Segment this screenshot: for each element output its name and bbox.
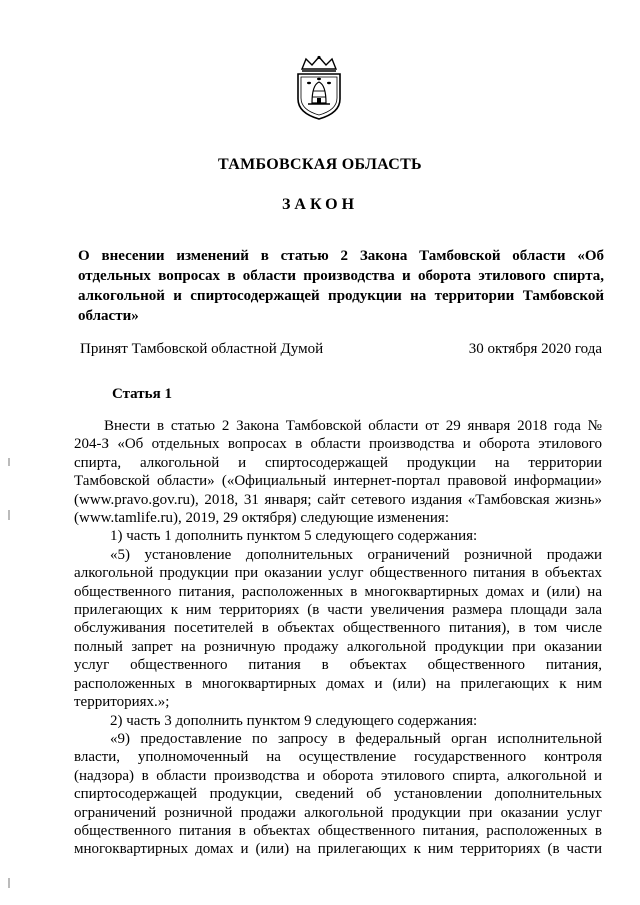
body-line: общественного питания, расположенных в многоквартирных домах и (или) на: [74, 583, 602, 600]
adopted-by: Принят Тамбовской областной Думой: [80, 341, 324, 357]
article-heading: Статья 1: [112, 386, 172, 402]
body-line: ограничений розничной продажи алкогольной продукции при оказании услуг: [74, 804, 602, 821]
region-name: ТАМБОВСКАЯ ОБЛАСТЬ: [218, 156, 422, 173]
body-line: многоквартирных домах и (или) на прилегающих к ним территориях (в части: [74, 841, 602, 858]
scan-margin-mark: [8, 878, 10, 888]
body-line: территориях.»;: [74, 694, 170, 711]
tambov-coat-of-arms-icon: [292, 55, 346, 121]
title-line: алкогольной и спиртосодержащей продукции на территории Тамбовской: [78, 288, 604, 304]
body-line: 1) часть 1 дополнить пунктом 5 следующего содержания:: [110, 528, 478, 545]
body-line: 204-З «Об отдельных вопросах в области производства и оборота этилового: [74, 436, 602, 453]
body-line: Внести в статью 2 Закона Тамбовской области от 29 января 2018 года №: [104, 418, 602, 434]
document-type: ЗАКОН: [281, 196, 359, 213]
body-line: власти, уполномоченный на осуществление государственного контроля: [74, 749, 602, 766]
scan-margin-mark: [8, 510, 10, 520]
body-line: полный запрет на розничную продажу алкогольной продукции при оказании: [74, 638, 602, 655]
body-line: (www.tamlife.ru), 2019, 29 октября) следующие изменения:: [74, 510, 449, 527]
body-line: спиртосодержащей продукции, сведений об установлении дополнительных: [74, 786, 602, 803]
body-line: спирта, алкогольной и спиртосодержащей продукции на территории: [74, 454, 602, 471]
article-body: [74, 417, 602, 859]
body-line: общественного питания в объектах общественного питания, расположенных в: [74, 822, 602, 839]
body-line: обслуживания посетителей в объектах общественного питания), в том числе: [74, 620, 602, 637]
body-line: (www.pravo.gov.ru), 2018, 31 января; сайт сетевого издания «Тамбовская жизнь»: [74, 491, 602, 508]
title-line: области»: [78, 308, 139, 324]
body-line: алкогольной продукции при оказании услуг общественного питания в объектах: [74, 565, 602, 582]
adoption-date: 30 октября 2020 года: [468, 341, 602, 357]
body-line: расположенных в многоквартирных домах и (или) на прилегающих к ним: [74, 675, 602, 692]
body-line: прилегающих к ним территориях (в части увеличения размера площади зала: [74, 602, 602, 619]
body-line: услуг общественного питания в объектах общественного питания,: [74, 657, 602, 674]
body-line: «9) предоставление по запросу в федеральный орган исполнительной: [110, 730, 602, 747]
body-line: 2) часть 3 дополнить пунктом 9 следующего содержания:: [110, 712, 478, 729]
body-line: Тамбовской области» («Официальный интернет-портал правовой информации»: [74, 473, 602, 490]
body-line: (надзора) в области производства и оборота этилового спирта, алкогольной и: [74, 767, 602, 784]
law-title: [78, 246, 604, 326]
scan-margin-mark: [8, 458, 10, 466]
title-line: отдельных вопросах в области производства и оборота этилового спирта,: [78, 268, 604, 284]
title-line: О внесении изменений в статью 2 Закона Тамбовской области «Об: [78, 248, 604, 264]
body-line: «5) установление дополнительных ограничений розничной продажи: [110, 546, 602, 563]
